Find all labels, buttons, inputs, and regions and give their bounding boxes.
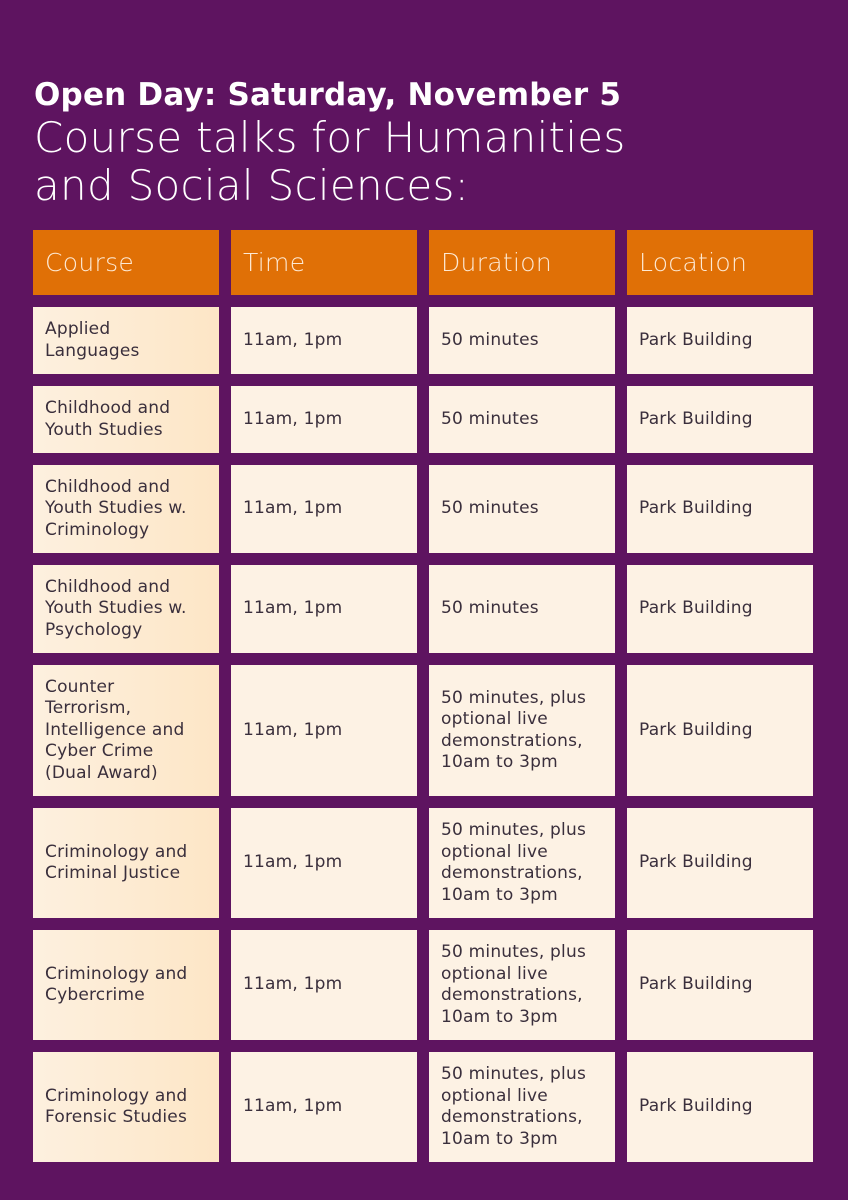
location-cell: Park Building bbox=[627, 930, 813, 1040]
duration-cell: 50 minutes bbox=[429, 465, 615, 553]
column-header-duration: Duration bbox=[429, 230, 615, 295]
time-cell: 11am, 1pm bbox=[231, 808, 417, 918]
time-cell: 11am, 1pm bbox=[231, 1052, 417, 1162]
duration-cell: 50 minutes bbox=[429, 307, 615, 374]
course-cell: Criminology and Cybercrime bbox=[33, 930, 219, 1040]
page-title bbox=[34, 114, 824, 210]
course-talks-table bbox=[33, 230, 813, 1162]
location-cell: Park Building bbox=[627, 386, 813, 453]
duration-cell: 50 minutes, plus optional live demonstrations, 10am to 3pm bbox=[429, 1052, 615, 1162]
page-title-line-2: and Social Sciences: bbox=[34, 161, 470, 210]
column-header-course: Course bbox=[33, 230, 219, 295]
duration-cell: 50 minutes, plus optional live demonstrations, 10am to 3pm bbox=[429, 808, 615, 918]
time-cell: 11am, 1pm bbox=[231, 930, 417, 1040]
duration-cell: 50 minutes bbox=[429, 386, 615, 453]
time-cell: 11am, 1pm bbox=[231, 307, 417, 374]
course-cell: Counter Terrorism, Intelligence and Cyber Crime (Dual Award) bbox=[33, 665, 219, 796]
location-cell: Park Building bbox=[627, 1052, 813, 1162]
time-cell: 11am, 1pm bbox=[231, 465, 417, 553]
course-cell: Criminology and Criminal Justice bbox=[33, 808, 219, 918]
column-header-time: Time bbox=[231, 230, 417, 295]
page-heading bbox=[34, 74, 824, 210]
course-cell: Criminology and Forensic Studies bbox=[33, 1052, 219, 1162]
duration-cell: 50 minutes, plus optional live demonstrations, 10am to 3pm bbox=[429, 665, 615, 796]
time-cell: 11am, 1pm bbox=[231, 386, 417, 453]
course-cell: Applied Languages bbox=[33, 307, 219, 374]
duration-cell: 50 minutes bbox=[429, 565, 615, 653]
course-cell: Childhood and Youth Studies w. Criminology bbox=[33, 465, 219, 553]
page-title-line-1: Course talks for Humanities bbox=[34, 113, 626, 162]
location-cell: Park Building bbox=[627, 665, 813, 796]
location-cell: Park Building bbox=[627, 307, 813, 374]
location-cell: Park Building bbox=[627, 565, 813, 653]
column-header-location: Location bbox=[627, 230, 813, 295]
duration-cell: 50 minutes, plus optional live demonstrations, 10am to 3pm bbox=[429, 930, 615, 1040]
location-cell: Park Building bbox=[627, 465, 813, 553]
time-cell: 11am, 1pm bbox=[231, 665, 417, 796]
course-cell: Childhood and Youth Studies bbox=[33, 386, 219, 453]
course-cell: Childhood and Youth Studies w. Psychology bbox=[33, 565, 219, 653]
location-cell: Park Building bbox=[627, 808, 813, 918]
time-cell: 11am, 1pm bbox=[231, 565, 417, 653]
open-day-subtitle: Open Day: Saturday, November 5 bbox=[34, 77, 622, 113]
